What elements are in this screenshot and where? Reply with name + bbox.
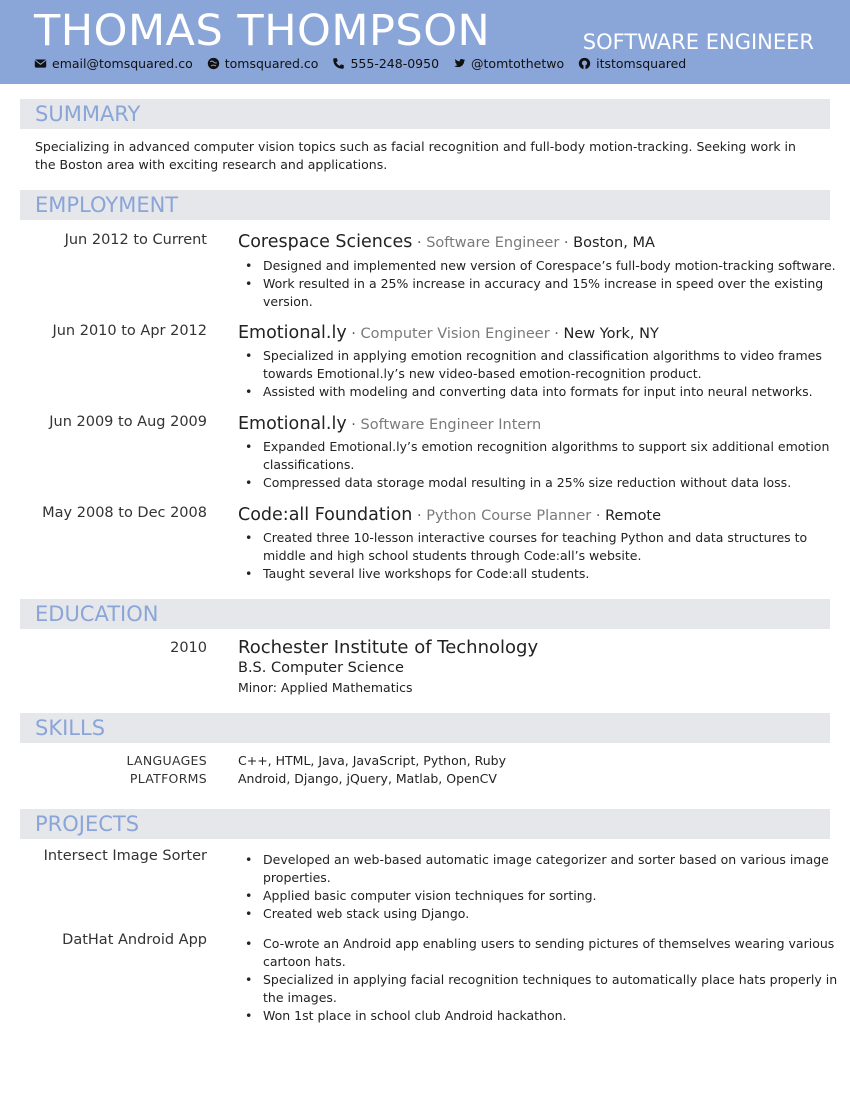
summary-text: Specializing in advanced computer vision topics such as facial recognition and full-body motion-tracking. Seeking work in the Boston area with exciting research and applications. [35,139,796,172]
job-position: Software Engineer [426,235,560,251]
job-bullets [238,438,843,492]
contact-bar [34,56,700,71]
job-position: Python Course Planner [426,508,592,524]
job-company: Emotional.ly [238,323,347,343]
job-bullets [238,347,843,401]
skill-category: PLATFORMS [129,771,207,786]
summary-section-header [20,99,830,129]
job-location: Remote [605,508,662,524]
list-item: • Created three 10-lesson interactive courses for teaching Python and data structures to middle and high school students through Code:all’s website. [263,529,843,565]
list-item: • Designed and implemented new version of Corespace’s full-body motion-tracking software. [263,257,843,275]
contact-phone-text: 555-248-0950 [350,56,440,71]
github-icon [578,57,591,70]
skill-category: LANGUAGES [126,753,207,768]
job-dates: Jun 2010 to Apr 2012 [52,323,207,339]
job-bullets [238,257,843,311]
job-heading: Code:all Foundation · Python Course Planner · Remote [238,505,662,525]
job-company: Corespace Sciences [238,232,413,252]
job-dates: Jun 2009 to Aug 2009 [49,414,207,430]
contact-phone[interactable] [332,56,439,71]
projects-heading: PROJECTS [35,812,140,836]
job-location: Boston, MA [573,235,655,251]
list-item: • Applied basic computer vision techniques for sorting. [263,887,843,905]
project-name: DatHat Android App [62,932,207,948]
skills-section-header [20,713,830,743]
list-item: • Specialized in applying emotion recognition and classification algorithms to video frames towards Emotional.ly’s new video-based emotion-recognition product. [263,347,843,383]
job-dates: Jun 2012 to Current [64,232,207,248]
contact-email-text: email@tomsquared.co [52,56,193,71]
job-bullets [238,529,843,583]
list-item: • Developed an web-based automatic image categorizer and sorter based on various image properties. [263,851,843,887]
job-dates: May 2008 to Dec 2008 [42,505,207,521]
job-heading: Corespace Sciences · Software Engineer · Boston, MA [238,232,655,252]
job-heading: Emotional.ly · Computer Vision Engineer · New York, NY [238,323,659,343]
job-position: Software Engineer Intern [360,417,542,433]
contact-website-text: tomsquared.co [224,56,319,71]
list-item: • Specialized in applying facial recognition techniques to automatically place hats properly in the images. [263,971,843,1007]
contact-website[interactable] [207,56,319,71]
twitter-icon [453,57,466,70]
job-company: Emotional.ly [238,414,347,434]
list-item: • Compressed data storage modal resulting in a 25% size reduction without data loss. [263,474,843,492]
header-banner [0,0,850,84]
project-bullets [238,935,843,1025]
resume-title: SOFTWARE ENGINEER [582,30,814,54]
project-bullets [238,851,843,923]
envelope-icon [34,57,47,70]
contact-email[interactable] [34,56,193,71]
list-item: • Taught several live workshops for Code:all students. [263,565,843,583]
contact-github-text: itstomsquared [596,56,687,71]
list-item: • Created web stack using Django. [263,905,843,923]
employment-heading: EMPLOYMENT [35,193,179,217]
project-name: Intersect Image Sorter [43,848,207,864]
education-section-header [20,599,830,629]
contact-twitter-text: @tomtothetwo [471,56,565,71]
resume-name: THOMAS THOMPSON [34,6,491,56]
projects-section-header [20,809,830,839]
skill-values: Android, Django, jQuery, Matlab, OpenCV [238,771,497,786]
education-school: Rochester Institute of Technology [238,637,539,658]
skills-heading: SKILLS [35,716,106,740]
phone-icon [332,57,345,70]
job-location: New York, NY [563,326,659,342]
list-item: • Won 1st place in school club Android hackathon. [263,1007,843,1025]
job-company: Code:all Foundation [238,505,413,525]
list-item: • Co-wrote an Android app enabling users to sending pictures of themselves wearing various cartoon hats. [263,935,843,971]
job-heading: Emotional.ly · Software Engineer Intern [238,414,542,434]
contact-twitter[interactable] [453,56,564,71]
employment-section-header [20,190,830,220]
list-item: • Expanded Emotional.ly’s emotion recognition algorithms to support six additional emotion classifications. [263,438,843,474]
education-minor: Minor: Applied Mathematics [238,680,413,695]
job-position: Computer Vision Engineer [360,326,550,342]
education-degree: B.S. Computer Science [238,660,404,676]
education-heading: EDUCATION [35,602,159,626]
contact-github[interactable] [578,56,686,71]
globe-icon [207,57,220,70]
list-item: • Assisted with modeling and converting data into formats for input into neural networks. [263,383,843,401]
summary-heading: SUMMARY [35,102,141,126]
education-year: 2010 [170,640,207,656]
skill-values: C++, HTML, Java, JavaScript, Python, Ruby [238,753,506,768]
list-item: • Work resulted in a 25% increase in accuracy and 15% increase in speed over the existing version. [263,275,843,311]
